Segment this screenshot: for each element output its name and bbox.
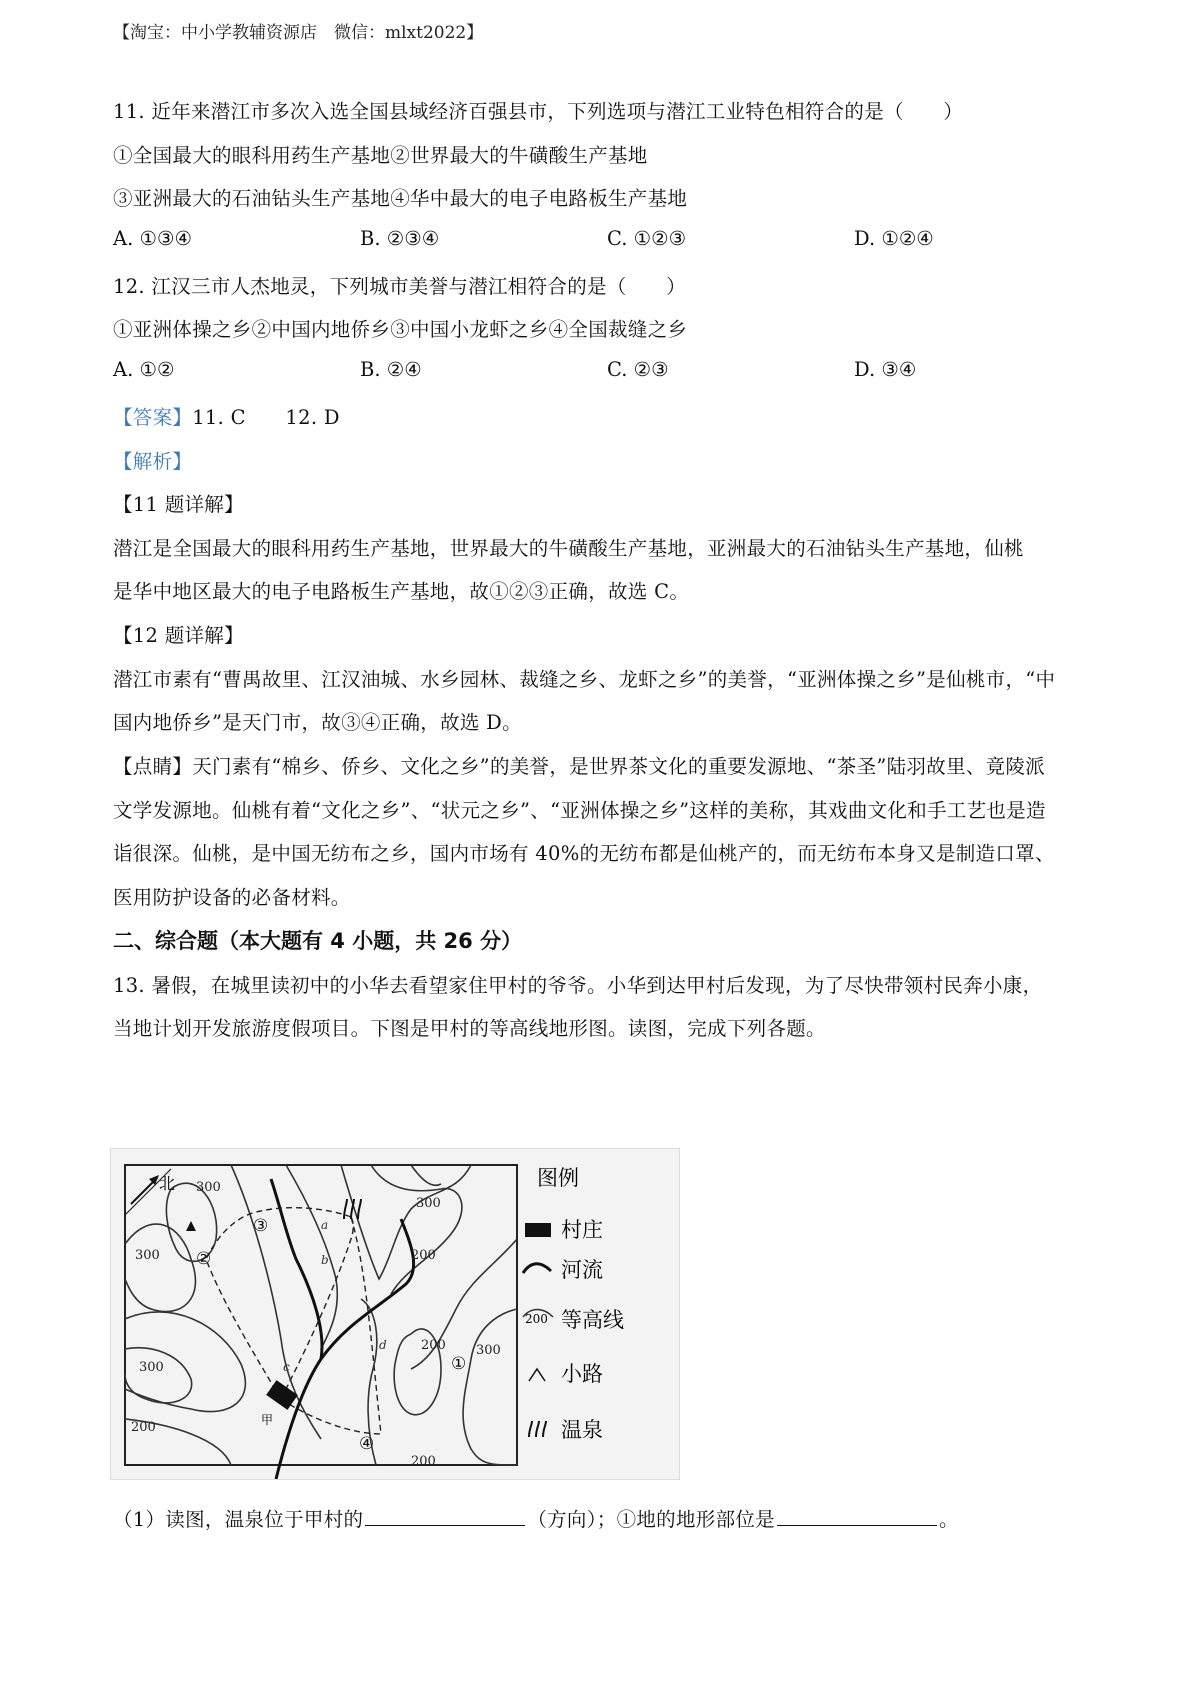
contour-label-9: 200 [411,1454,436,1469]
q11-option-d: D. ①②④ [854,227,934,250]
path-letters [283,1218,387,1374]
legend-contour-value: 200 [525,1312,548,1326]
contour-label-6: 200 [411,1248,436,1263]
contour-label-5: 300 [416,1196,441,1211]
detail11-para1: 潜江是全国最大的眼科用药生产基地，世界最大的牛磺酸生产基地，亚洲最大的石油钻头生产基地，仙桃 [113,537,1024,560]
answer-line [113,402,340,430]
q13-stem1: 13. 暑假，在城里读初中的小华去看望家住甲村的爷爷。小华到达甲村后发现，为了尽快带领村民奔小康， [113,974,1043,997]
contour-label-7: 300 [476,1343,501,1358]
village-marker [266,1380,298,1410]
letter-c: c [283,1360,290,1374]
q12-line1: ①亚洲体操之乡②中国内地侨乡③中国小龙虾之乡④全国裁缝之乡 [113,318,688,341]
q11-option-b: B. ②③④ [360,227,440,250]
legend-spring: 温泉 [561,1418,603,1442]
point-1: ① [451,1354,467,1374]
answer-blank-direction[interactable] [365,1509,525,1526]
q12-option-a: A. ①② [113,358,175,381]
detail12-para2: 国内地侨乡”是天门市，故③④正确，故选 D。 [113,711,522,734]
header-watermark: 【淘宝：中小学教辅资源店 微信：mlxt2022】 [113,23,484,43]
contour-label-2: 300 [139,1360,164,1375]
q12-stem: 12. 江汉三市人杰地灵，下列城市美誉与潜江相符合的是（ ） [113,275,687,298]
q11-option-c: C. ①②③ [607,227,687,250]
contour-map [111,1149,679,1479]
legend-path: 小路 [561,1362,603,1386]
dianjing-para4: 医用防护设备的必备材料。 [113,886,351,909]
q13-stem2: 当地计划开发旅游度假项目。下图是甲村的等高线地形图。读图，完成下列各题。 [113,1017,826,1040]
q12-option-d: D. ③④ [854,358,917,381]
point-4: ④ [359,1434,375,1454]
q11-option-a: A. ①③④ [113,227,192,250]
q11-stem: 11. 近年来潜江市多次入选全国县域经济百强县市，下列选项与潜江工业特色相符合的是（ ） [113,100,964,123]
q12-option-c: C. ②③ [607,358,669,381]
dianjing-para1: 【点睛】天门素有“棉乡、侨乡、文化之乡”的美誉，是世界茶文化的重要发源地、“茶圣”陆羽故里、竟陵派 [113,755,1046,778]
answer-text: 11. C 12. D [192,406,340,429]
detail11-para2: 是华中地区最大的电子电路板生产基地，故①②③正确，故选 C。 [113,580,690,603]
section-2-heading: 二、综合题（本大题有 4 小题，共 26 分） [113,929,523,953]
legend-village-symbol [525,1223,551,1237]
q11-line1: ①全国最大的眼科用药生产基地②世界最大的牛磺酸生产基地 [113,144,648,167]
rivers [271,1179,414,1479]
contour-label-4: 300 [196,1180,221,1195]
answer-label: 【答案】 [113,406,193,429]
q13-sub1-part-a: （1）读图，温泉位于甲村的 [113,1508,364,1531]
detail12-title: 【12 题详解】 [113,624,244,647]
point-3: ③ [253,1216,269,1236]
letter-b: b [321,1253,329,1267]
letter-d: d [379,1338,387,1352]
q13-sub1-part-c: 。 [938,1508,959,1531]
analysis-label: 【解析】 [113,450,193,473]
contour-label-8: 200 [421,1338,446,1353]
legend-village: 村庄 [561,1218,603,1242]
contour-label-1: 300 [135,1248,160,1263]
contour-label-3: 200 [131,1420,156,1435]
answer-blank-landform[interactable] [777,1509,937,1526]
map-legend [523,1166,624,1442]
point-2: ② [196,1249,212,1269]
legend-river: 河流 [561,1258,603,1282]
q13-sub1 [113,1504,959,1532]
legend-spring-symbol [529,1421,546,1437]
dianjing-para3: 诣很深。仙桃，是中国无纺布之乡，国内市场有 40%的无纺布都是仙桃产的，而无纺布本身又是制造口罩、 [113,842,1055,865]
legend-river-symbol [523,1264,551,1273]
village-label: 甲 [261,1413,274,1427]
north-label: 北 [159,1174,176,1193]
detail12-para1: 潜江市素有“曹禺故里、江汉油城、水乡园林、裁缝之乡、龙虾之乡”的美誉，“亚洲体操之乡”是仙桃市，“中 [113,668,1056,691]
dianjing-para2: 文学发源地。仙桃有着“文化之乡”、“状元之乡”、“亚洲体操之乡”这样的美称，其戏曲文化和手工艺也是造 [113,799,1046,822]
contour-map-figure [110,1148,680,1480]
legend-path-symbol [529,1369,545,1381]
north-arrow [125,1169,175,1215]
detail11-title: 【11 题详解】 [113,493,244,516]
peak-marker [186,1221,196,1231]
q13-sub1-part-b: （方向）；①地的地形部位是 [527,1508,775,1531]
legend-title: 图例 [537,1166,579,1190]
letter-a: a [321,1218,329,1232]
legend-contour: 等高线 [561,1308,624,1332]
q11-line2: ③亚洲最大的石油钻头生产基地④华中最大的电子电路板生产基地 [113,187,688,210]
q12-option-b: B. ②④ [360,358,422,381]
